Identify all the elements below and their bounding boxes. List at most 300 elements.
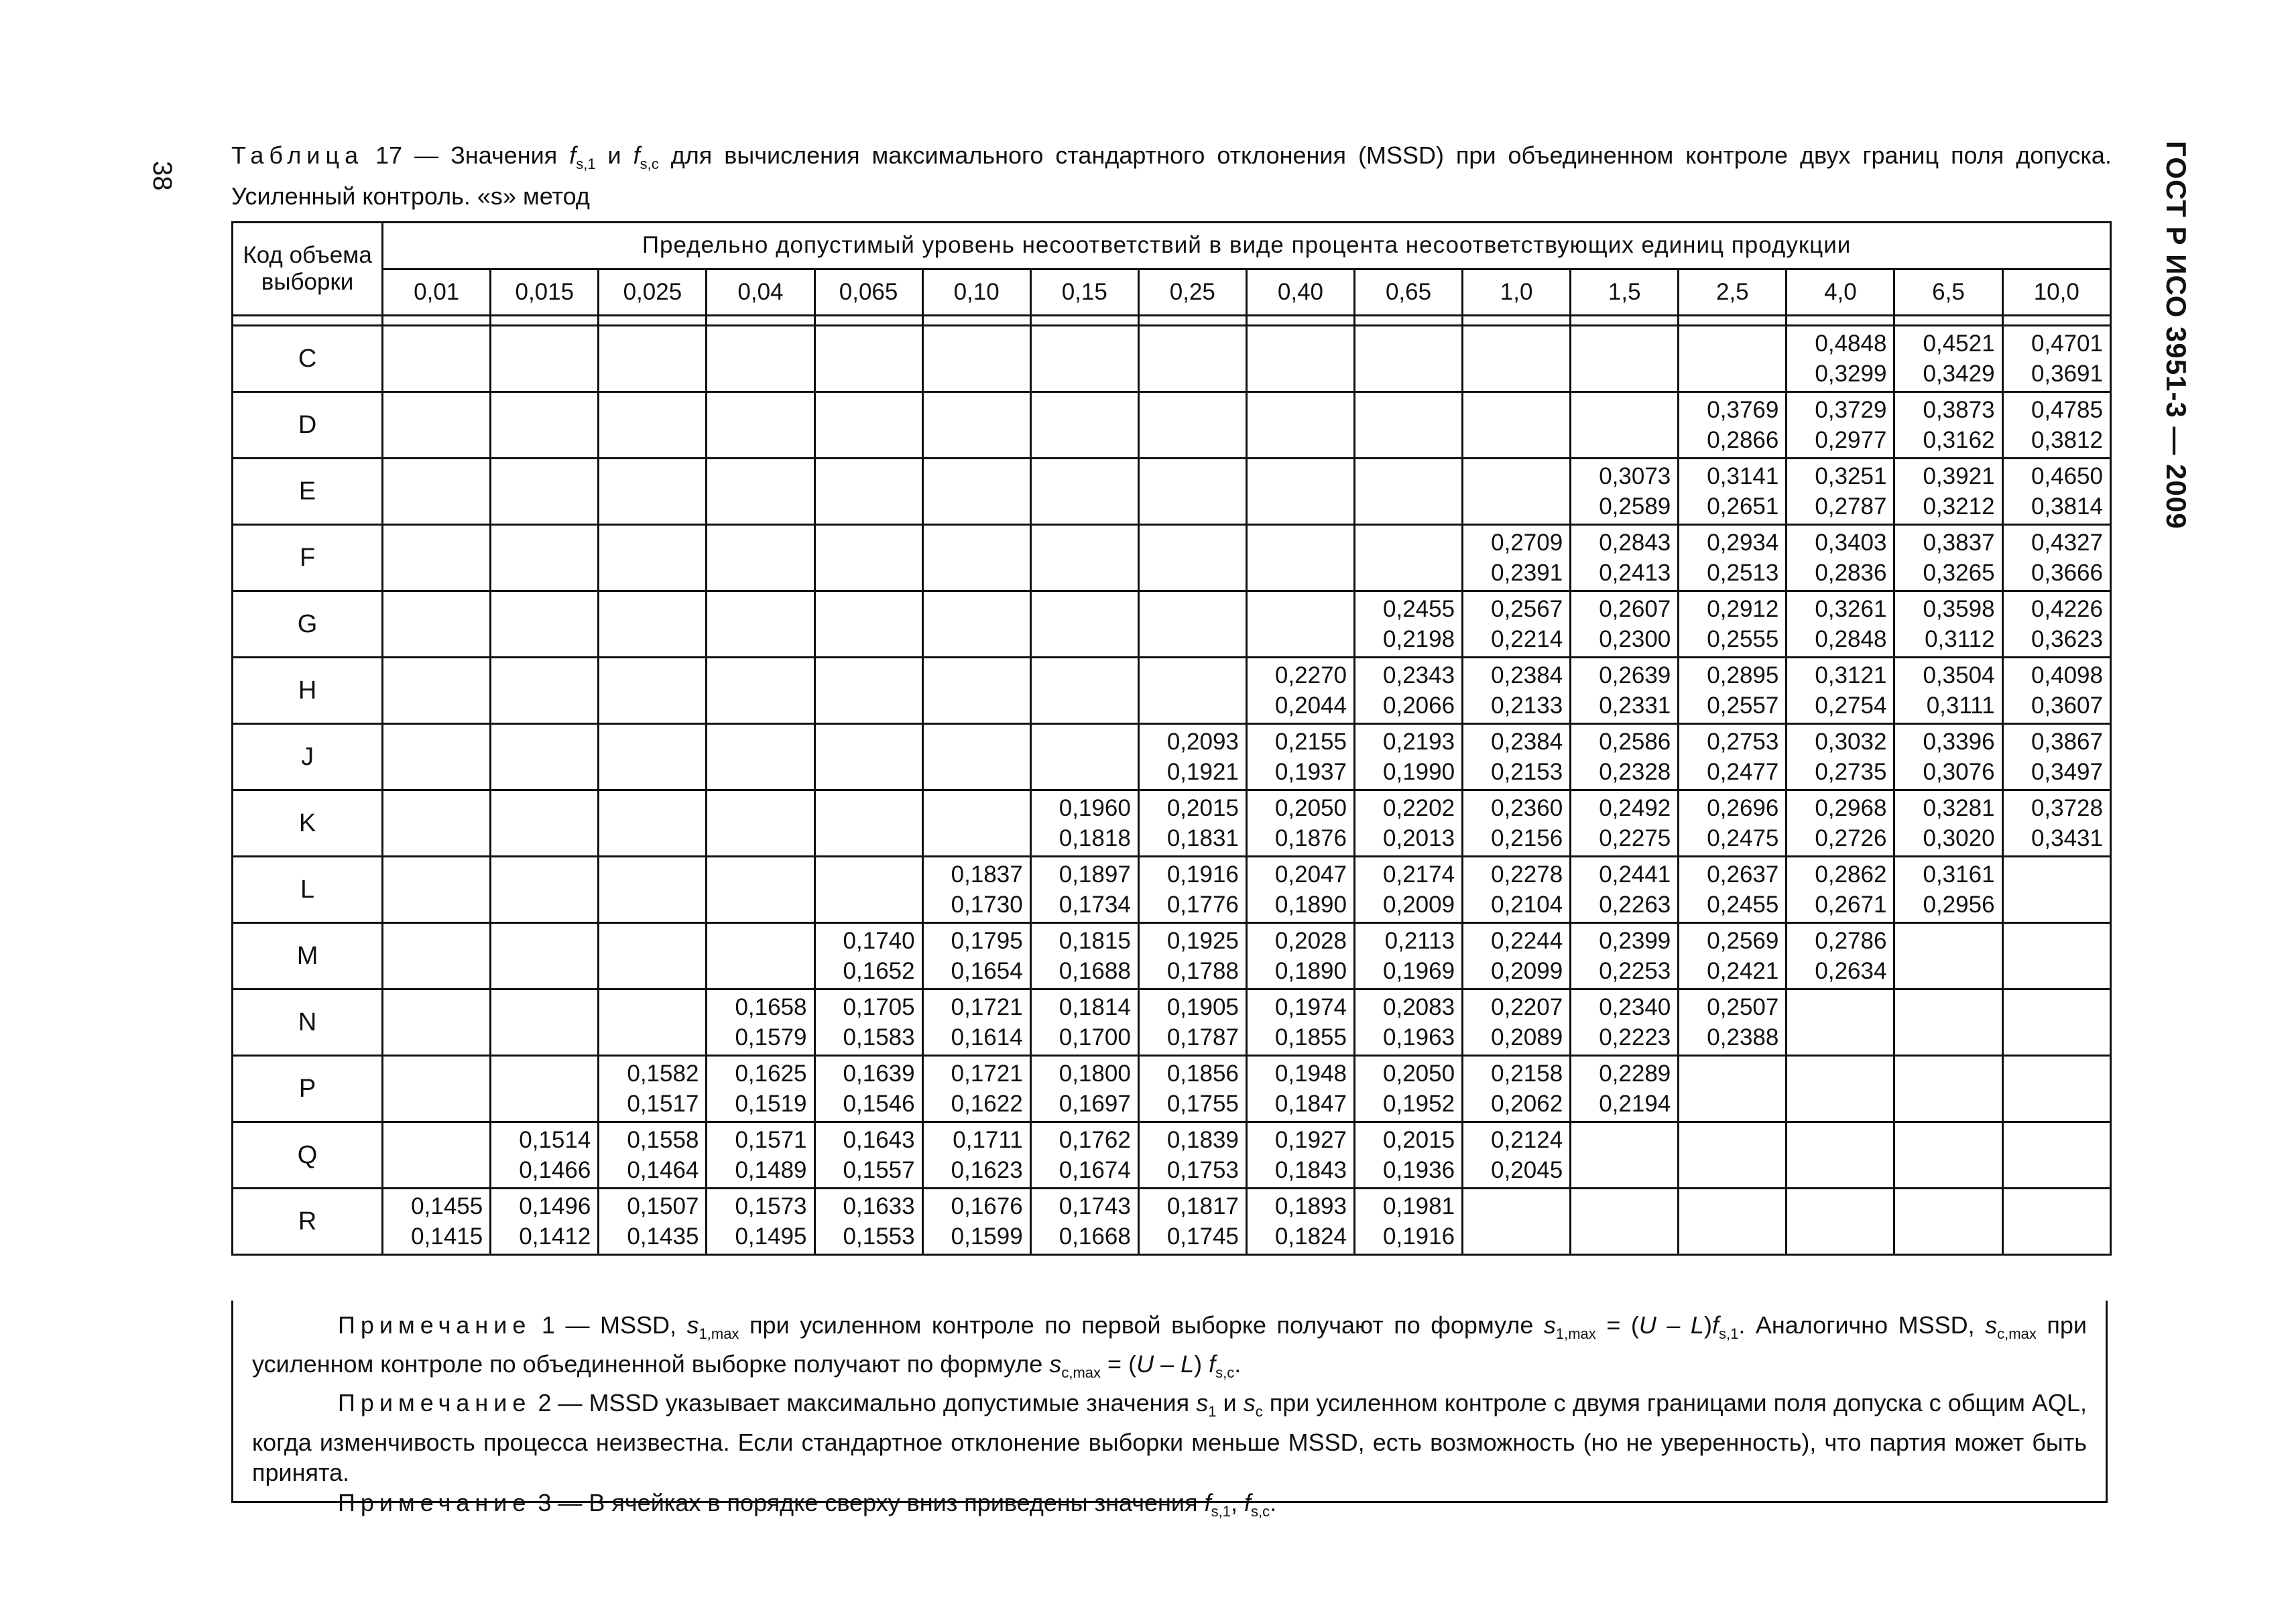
fsc-value: 0,3212 (1923, 493, 1995, 520)
table-cell (1030, 790, 1138, 857)
aql-column-header: 1,0 (1463, 269, 1571, 316)
note-text: при усиленном контроле с двумя границами поля допуска с общим AQL, когда изменчивость процесса неизвестна. Если стандартное отклонение выборки меньше MSSD, есть возможность (но не уверенность), что партия может быть принята. (252, 1389, 2087, 1486)
table-cell (707, 326, 814, 392)
table-cell (1571, 1122, 1679, 1189)
table-cell (1894, 658, 2002, 724)
note-text: 1 — MSSD, (541, 1311, 676, 1339)
table-cell (814, 857, 922, 923)
fs1-value: 0,4848 (1815, 330, 1887, 357)
fsc-value: 0,1553 (843, 1223, 915, 1250)
table-cell (814, 459, 922, 525)
table-cell (491, 989, 599, 1056)
note-text: ) (1703, 1311, 1712, 1339)
aql-column-header: 0,025 (599, 269, 707, 316)
table-cell (491, 1122, 599, 1189)
fs1-value: 0,1800 (1059, 1061, 1131, 1087)
table-row (233, 525, 2111, 591)
fs1-value: 0,2015 (1383, 1127, 1455, 1153)
fs1-value: 0,4650 (2031, 463, 2103, 489)
fs1-value: 0,2384 (1491, 729, 1563, 755)
sample-size-code: R (233, 1189, 383, 1255)
fs1-value: 0,1897 (1059, 861, 1131, 888)
table-cell (2002, 1056, 2110, 1122)
table-cell (1787, 392, 1894, 459)
note-symbol: s (686, 1311, 699, 1339)
fsc-value: 0,3431 (2031, 825, 2103, 851)
table-cell (491, 790, 599, 857)
table-cell (1894, 1189, 2002, 1255)
fsc-value: 0,1466 (519, 1157, 591, 1183)
fsc-value: 0,1614 (951, 1024, 1023, 1050)
table-cell (1463, 857, 1571, 923)
table-cell (383, 989, 491, 1056)
fsc-value: 0,1654 (951, 958, 1023, 984)
note-text: . Аналогично MSSD, (1738, 1311, 1975, 1339)
table-cell (491, 591, 599, 658)
table-cell (1246, 724, 1354, 790)
note-3-label: Примечание (338, 1488, 532, 1516)
table-cell (1571, 658, 1679, 724)
fs1-value: 0,3251 (1815, 463, 1887, 489)
table-cell (383, 724, 491, 790)
table-cell (2002, 591, 2110, 658)
table-cell (1787, 591, 1894, 658)
table-cell (599, 1056, 707, 1122)
separator-cell (1354, 316, 1462, 326)
aql-column-header: 2,5 (1679, 269, 1787, 316)
table-cell (707, 459, 814, 525)
fs1-value: 0,2895 (1707, 662, 1779, 688)
table-cell (1138, 923, 1246, 989)
table-cell (491, 392, 599, 459)
table-cell (814, 1056, 922, 1122)
table-cell (383, 923, 491, 989)
table-cell (1679, 1056, 1787, 1122)
fsc-value: 0,2455 (1707, 892, 1779, 918)
note-1-label: Примечание (338, 1311, 532, 1339)
aql-header: Предельно допустимый уровень несоответствий в виде процента несоответствующих единиц продукции (383, 223, 2111, 269)
fs1-value: 0,1639 (843, 1061, 915, 1087)
fs1-value: 0,2696 (1707, 795, 1779, 821)
fsc-value: 0,2214 (1491, 626, 1563, 652)
table-cell (1679, 724, 1787, 790)
fs1-value: 0,2174 (1383, 861, 1455, 888)
note-symbol: f (1209, 1350, 1216, 1378)
table-cell (707, 857, 814, 923)
fsc-value: 0,1412 (519, 1223, 591, 1250)
aql-column-header: 0,65 (1354, 269, 1462, 316)
fs1-value: 0,3867 (2031, 729, 2103, 755)
sample-size-code: P (233, 1056, 383, 1122)
fsc-value: 0,2153 (1491, 759, 1563, 785)
fsc-value: 0,2099 (1491, 958, 1563, 984)
fsc-value: 0,1700 (1059, 1024, 1131, 1050)
fsc-value: 0,1652 (843, 958, 915, 984)
table-cell (1030, 326, 1138, 392)
fs1-value: 0,3141 (1707, 463, 1779, 489)
fsc-value: 0,2045 (1491, 1157, 1563, 1183)
fsc-value: 0,1435 (627, 1223, 699, 1250)
fs1-value: 0,3403 (1815, 530, 1887, 556)
fsc-value: 0,1847 (1274, 1091, 1347, 1117)
table-cell (1679, 857, 1787, 923)
fs1-value: 0,1514 (519, 1127, 591, 1153)
sample-size-code: F (233, 525, 383, 591)
fs1-value: 0,3281 (1923, 795, 1995, 821)
fsc-value: 0,1519 (735, 1091, 807, 1117)
fsc-value: 0,2328 (1599, 759, 1671, 785)
table-cell (1679, 790, 1787, 857)
table-cell (1571, 989, 1679, 1056)
note-3 (252, 1488, 2087, 1526)
fsc-value: 0,1787 (1166, 1024, 1239, 1050)
table-cell (814, 525, 922, 591)
table-cell (1463, 1056, 1571, 1122)
table-row (233, 1189, 2111, 1255)
aql-column-header: 0,04 (707, 269, 814, 316)
separator-cell (233, 316, 383, 326)
table-cell (1894, 591, 2002, 658)
fs1-value: 0,2637 (1707, 861, 1779, 888)
fs1-value: 0,3729 (1815, 397, 1887, 423)
fs1-value: 0,2607 (1599, 596, 1671, 622)
fs1-value: 0,1740 (843, 928, 915, 954)
table-cell (1030, 857, 1138, 923)
page-number: 38 (147, 161, 177, 191)
fs1-value: 0,2015 (1166, 795, 1239, 821)
table-cell (1246, 1189, 1354, 1255)
fs1-value: 0,2193 (1383, 729, 1455, 755)
table-cell (1030, 658, 1138, 724)
table-cell (1354, 923, 1462, 989)
fs1-value: 0,2492 (1599, 795, 1671, 821)
fs1-value: 0,2399 (1599, 928, 1671, 954)
fsc-value: 0,2754 (1815, 693, 1887, 719)
table-cell (1354, 591, 1462, 658)
table-cell (491, 459, 599, 525)
note-symbol: U (1136, 1350, 1154, 1378)
table-cell (599, 724, 707, 790)
fsc-value: 0,1753 (1166, 1157, 1239, 1183)
separator-cell (1246, 316, 1354, 326)
fsc-value: 0,1697 (1059, 1091, 1131, 1117)
note-symbol: L (1181, 1350, 1195, 1378)
table-cell (1246, 790, 1354, 857)
fsc-value: 0,1495 (735, 1223, 807, 1250)
separator-cell (1787, 316, 1894, 326)
table-cell (599, 1189, 707, 1255)
fs1-value: 0,1948 (1274, 1061, 1347, 1087)
fsc-value: 0,1489 (735, 1157, 807, 1183)
aql-column-header: 0,01 (383, 269, 491, 316)
table-cell (1246, 591, 1354, 658)
fsc-value: 0,2589 (1599, 493, 1671, 520)
table-cell (707, 923, 814, 989)
fsc-value: 0,1890 (1274, 958, 1347, 984)
table-cell (1679, 989, 1787, 1056)
caption-rest: для вычисления максимального стандартного отклонения (MSSD) при объединенном контроле двух границ поля допуска. Усиленный контроль. «s» метод (231, 141, 2112, 211)
fs1-value: 0,2028 (1274, 928, 1347, 954)
caption-f2-sub: s,c (640, 156, 659, 173)
table-cell (1463, 1189, 1571, 1255)
table-cell (1894, 525, 2002, 591)
fsc-value: 0,1623 (951, 1157, 1023, 1183)
fsc-value: 0,1921 (1166, 759, 1239, 785)
table-cell (1463, 326, 1571, 392)
table-cell (383, 1056, 491, 1122)
fsc-value: 0,1599 (951, 1223, 1023, 1250)
table-cell (1138, 392, 1246, 459)
table-caption (231, 139, 2112, 213)
fsc-value: 0,2848 (1815, 626, 1887, 652)
note-subscript: s,1 (1718, 1325, 1739, 1343)
fsc-value: 0,1688 (1059, 958, 1131, 984)
table-cell (1138, 724, 1246, 790)
table-cell (1679, 1189, 1787, 1255)
table-cell (814, 1122, 922, 1189)
note-text: – (1656, 1311, 1691, 1339)
table-cell (1138, 591, 1246, 658)
fs1-value: 0,3728 (2031, 795, 2103, 821)
table-cell (2002, 392, 2110, 459)
fs1-value: 0,2441 (1599, 861, 1671, 888)
fs1-value: 0,2050 (1274, 795, 1347, 821)
table-row (233, 591, 2111, 658)
fsc-value: 0,2066 (1383, 693, 1455, 719)
table-cell (922, 1056, 1030, 1122)
sample-size-code: C (233, 326, 383, 392)
table-row (233, 989, 2111, 1056)
table-cell (1463, 459, 1571, 525)
note-symbol: L (1690, 1311, 1704, 1339)
table-cell (1138, 459, 1246, 525)
fs1-value: 0,2202 (1383, 795, 1455, 821)
fsc-value: 0,2787 (1815, 493, 1887, 520)
separator-cell (814, 316, 922, 326)
fs1-value: 0,1558 (627, 1127, 699, 1153)
table-cell (1463, 591, 1571, 658)
aql-column-header: 1,5 (1571, 269, 1679, 316)
fs1-value: 0,3396 (1923, 729, 1995, 755)
fsc-value: 0,2062 (1491, 1091, 1563, 1117)
table-cell (922, 326, 1030, 392)
fsc-value: 0,2044 (1274, 693, 1347, 719)
fs1-value: 0,1974 (1274, 994, 1347, 1020)
separator-cell (1571, 316, 1679, 326)
fs1-value: 0,1743 (1059, 1193, 1131, 1219)
table-cell (1030, 1056, 1138, 1122)
standard-header: ГОСТ Р ИСО 3951-3 — 2009 (2161, 141, 2192, 530)
fs1-value: 0,3504 (1923, 662, 1995, 688)
table-cell (1571, 525, 1679, 591)
table-cell (599, 923, 707, 989)
table-cell (922, 1189, 1030, 1255)
fs1-value: 0,1905 (1166, 994, 1239, 1020)
fs1-value: 0,2050 (1383, 1061, 1455, 1087)
table-cell (1679, 392, 1787, 459)
table-cell (707, 591, 814, 658)
table-cell (1354, 1122, 1462, 1189)
fs1-value: 0,1582 (627, 1061, 699, 1087)
fsc-value: 0,2133 (1491, 693, 1563, 719)
fsc-value: 0,1745 (1166, 1223, 1239, 1250)
fsc-value: 0,3497 (2031, 759, 2103, 785)
fs1-value: 0,1925 (1166, 928, 1239, 954)
table-cell (1138, 658, 1246, 724)
table-body (233, 316, 2111, 1255)
aql-column-header: 4,0 (1787, 269, 1894, 316)
fsc-value: 0,2009 (1383, 892, 1455, 918)
table-cell (814, 591, 922, 658)
table-cell (814, 392, 922, 459)
note-subscript: s,c (1250, 1502, 1270, 1520)
fsc-value: 0,3814 (2031, 493, 2103, 520)
table-cell (1787, 790, 1894, 857)
fsc-value: 0,1776 (1166, 892, 1239, 918)
table-cell (383, 459, 491, 525)
table-cell (1246, 326, 1354, 392)
values-table (231, 221, 2112, 1256)
table-cell (1463, 525, 1571, 591)
fs1-value: 0,2360 (1491, 795, 1563, 821)
table-cell (1246, 392, 1354, 459)
table-cell (922, 923, 1030, 989)
separator-cell (1138, 316, 1246, 326)
fs1-value: 0,2862 (1815, 861, 1887, 888)
table-cell (1679, 459, 1787, 525)
fsc-value: 0,3691 (2031, 361, 2103, 387)
table-cell (922, 591, 1030, 658)
fs1-value: 0,2343 (1383, 662, 1455, 688)
table-cell (1030, 923, 1138, 989)
table-cell (1463, 790, 1571, 857)
fs1-value: 0,1496 (519, 1193, 591, 1219)
table-cell (1463, 658, 1571, 724)
fs1-value: 0,1721 (951, 1061, 1023, 1087)
table-cell (1138, 326, 1246, 392)
fs1-value: 0,1893 (1274, 1193, 1347, 1219)
table-cell (1354, 1189, 1462, 1255)
table-cell (1138, 525, 1246, 591)
fs1-value: 0,2639 (1599, 662, 1671, 688)
note-symbol: f (1711, 1311, 1719, 1339)
table-cell (1246, 923, 1354, 989)
fsc-value: 0,1963 (1383, 1024, 1455, 1050)
fsc-value: 0,3162 (1923, 427, 1995, 453)
table-cell (814, 326, 922, 392)
fs1-value: 0,2244 (1491, 928, 1563, 954)
fsc-value: 0,2275 (1599, 825, 1671, 851)
fsc-value: 0,2194 (1599, 1091, 1671, 1117)
caption-and: и (607, 141, 621, 169)
fs1-value: 0,1927 (1274, 1127, 1347, 1153)
table-cell (1894, 1056, 2002, 1122)
fs1-value: 0,1711 (953, 1127, 1023, 1153)
table-cell (599, 326, 707, 392)
fs1-value: 0,1815 (1059, 928, 1131, 954)
table-cell (599, 857, 707, 923)
table-row (233, 1122, 2111, 1189)
fsc-value: 0,2836 (1815, 560, 1887, 586)
fs1-value: 0,2289 (1599, 1061, 1671, 1087)
fsc-value: 0,1415 (411, 1223, 483, 1250)
table-cell (1354, 658, 1462, 724)
fsc-value: 0,1936 (1383, 1157, 1455, 1183)
table-cell (1463, 392, 1571, 459)
note-symbol: U (1638, 1311, 1656, 1339)
fsc-value: 0,2555 (1707, 626, 1779, 652)
fs1-value: 0,2278 (1491, 861, 1563, 888)
note-text: = ( (1107, 1350, 1137, 1378)
note-text: = ( (1606, 1311, 1639, 1339)
fs1-value: 0,1762 (1059, 1127, 1131, 1153)
table-cell (707, 525, 814, 591)
fsc-value: 0,3623 (2031, 626, 2103, 652)
fs1-value: 0,1839 (1166, 1127, 1239, 1153)
fs1-value: 0,3161 (1923, 861, 1995, 888)
table-cell (1894, 989, 2002, 1056)
table-cell (707, 989, 814, 1056)
fsc-value: 0,1755 (1166, 1091, 1239, 1117)
table-cell (599, 989, 707, 1056)
fsc-value: 0,3112 (1925, 626, 1995, 652)
fs1-value: 0,1837 (951, 861, 1023, 888)
fs1-value: 0,1507 (627, 1193, 699, 1219)
note-text: . (1270, 1488, 1277, 1516)
fs1-value: 0,1916 (1166, 861, 1239, 888)
separator-cell (1030, 316, 1138, 326)
table-cell (2002, 857, 2110, 923)
table-row (233, 392, 2111, 459)
fsc-value: 0,1937 (1274, 759, 1347, 785)
note-symbol: s (1243, 1389, 1256, 1417)
fsc-value: 0,3666 (2031, 560, 2103, 586)
fs1-value: 0,1455 (411, 1193, 483, 1219)
table-cell (1354, 392, 1462, 459)
table-cell (599, 658, 707, 724)
table-cell (1894, 459, 2002, 525)
table-cell (814, 790, 922, 857)
table-cell (2002, 658, 2110, 724)
table-row (233, 1056, 2111, 1122)
aql-column-header: 0,15 (1030, 269, 1138, 316)
table-cell (1787, 1122, 1894, 1189)
header-separator (233, 316, 2111, 326)
fs1-value: 0,2786 (1815, 928, 1887, 954)
fs1-value: 0,2912 (1707, 596, 1779, 622)
table-cell (1894, 326, 2002, 392)
table-cell (707, 1122, 814, 1189)
fs1-value: 0,1795 (951, 928, 1023, 954)
fsc-value: 0,2223 (1599, 1024, 1671, 1050)
table-cell (1571, 392, 1679, 459)
fsc-value: 0,2866 (1707, 427, 1779, 453)
table-cell (383, 857, 491, 923)
table-cell (922, 658, 1030, 724)
fs1-value: 0,4327 (2031, 530, 2103, 556)
table-cell (2002, 525, 2110, 591)
fsc-value: 0,3812 (2031, 427, 2103, 453)
caption-number: 17 — Значения (375, 141, 558, 169)
fsc-value: 0,3299 (1815, 361, 1887, 387)
separator-cell (1679, 316, 1787, 326)
table-cell (1463, 923, 1571, 989)
fsc-value: 0,1855 (1274, 1024, 1347, 1050)
fsc-value: 0,2104 (1491, 892, 1563, 918)
table-cell (922, 989, 1030, 1056)
table-cell (1787, 525, 1894, 591)
fs1-value: 0,2083 (1383, 994, 1455, 1020)
